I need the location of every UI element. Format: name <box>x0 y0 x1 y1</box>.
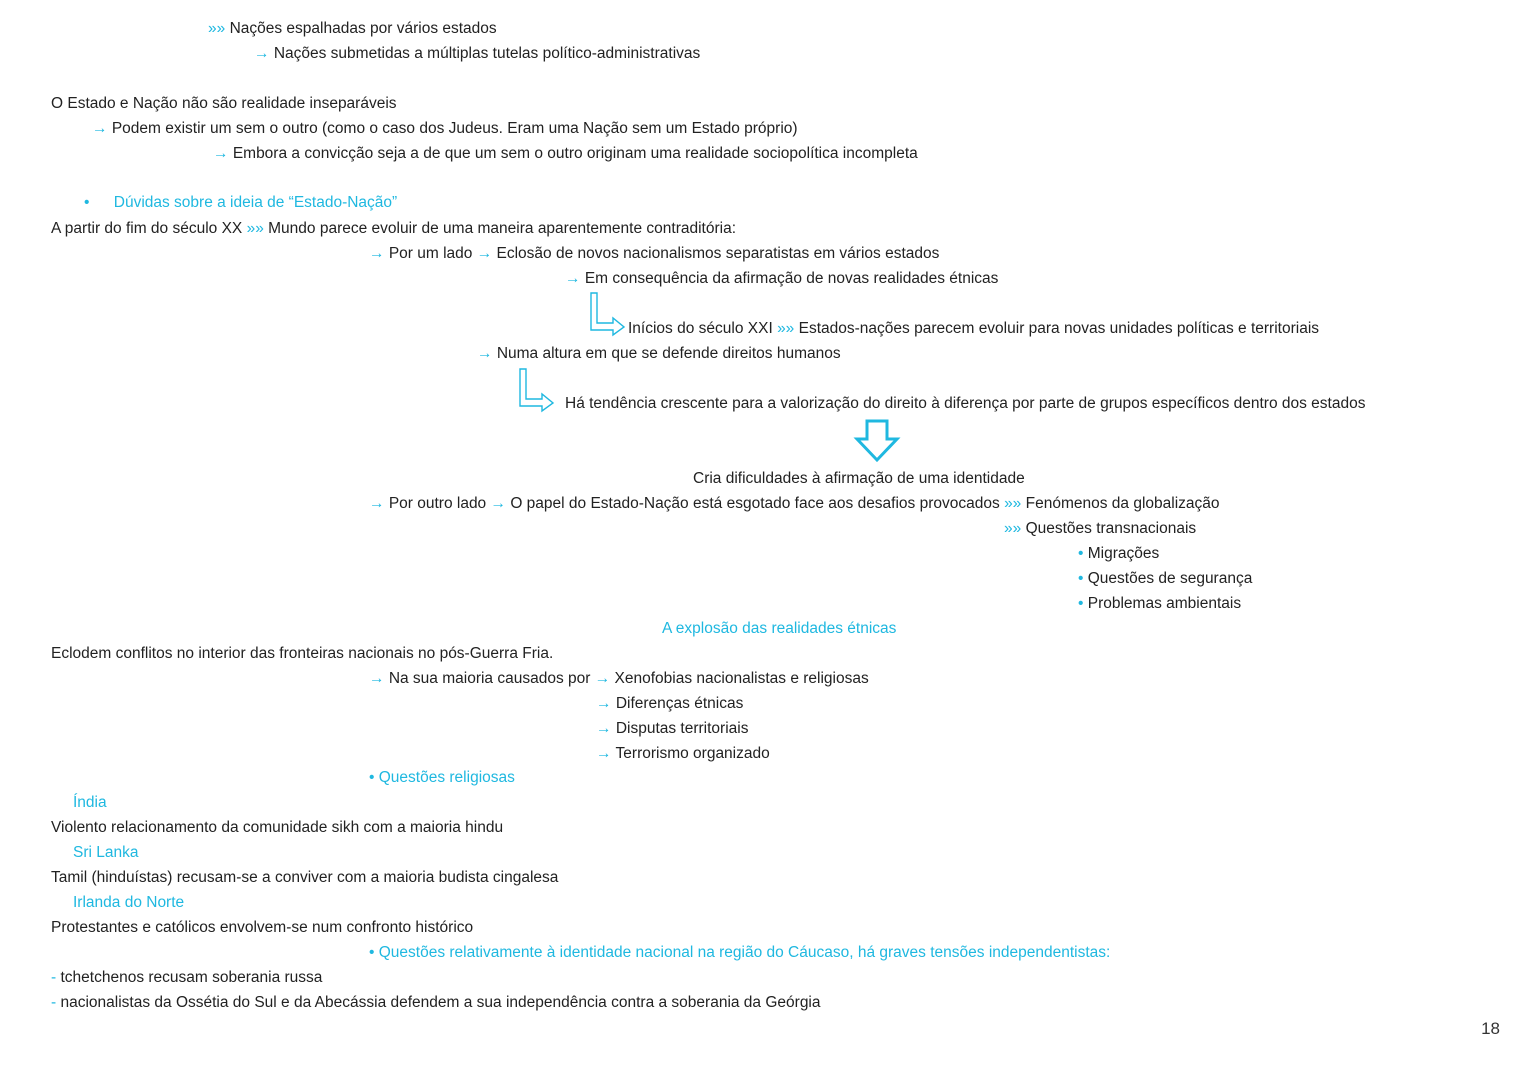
bullet-icon: • <box>369 769 375 786</box>
list-item-migracoes: • Migrações <box>1078 545 1160 562</box>
line-em-consequencia: → Em consequência da afirmação de novas realidades étnicas <box>565 270 999 287</box>
dash-icon: - <box>51 969 57 986</box>
bullet-icon: • <box>1078 570 1084 587</box>
arrow-icon: → <box>490 495 506 512</box>
down-arrow-icon <box>854 419 900 463</box>
bullet-icon: • <box>1078 595 1084 612</box>
line-diferencas: → Diferenças étnicas <box>596 695 744 712</box>
section-heading-religiosas: • Questões religiosas <box>369 769 515 786</box>
arrow-icon: → <box>477 345 493 362</box>
line-por-um-lado: → Por um lado → Eclosão de novos nacionalismos separatistas em vários estados <box>369 245 940 262</box>
line-nacoes-espalhadas: »» Nações espalhadas por vários estados <box>208 20 497 37</box>
arrow-icon: → <box>596 745 612 762</box>
elbow-arrow-icon <box>589 292 629 336</box>
line-podem-existir: → Podem existir um sem o outro (como o caso dos Judeus. Eram uma Nação sem um Estado próprio) <box>92 120 798 137</box>
list-item-seguranca: • Questões de segurança <box>1078 570 1253 587</box>
line-terrorismo: → Terrorismo organizado <box>596 745 770 762</box>
line-embora: → Embora a convicção seja a de que um sem o outro originam uma realidade sociopolítica incompleta <box>213 145 918 162</box>
bullet-icon: • <box>1078 545 1084 562</box>
section-heading-caucaso: • Questões relativamente à identidade nacional na região do Cáucaso, há graves tensões independentistas: <box>369 944 1111 961</box>
double-chevron-icon: »» <box>1004 520 1022 537</box>
arrow-icon: → <box>596 720 612 737</box>
line-por-outro-lado: → Por outro lado → O papel do Estado-Nação está esgotado face aos desafios provocados »» Fenómenos da globalização <box>369 495 1220 512</box>
arrow-icon: → <box>369 495 385 512</box>
bullet-icon: • <box>84 194 90 211</box>
arrow-icon: → <box>369 245 385 262</box>
arrow-icon: → <box>596 695 612 712</box>
line-estado-nacao: O Estado e Nação não são realidade inseparáveis <box>51 95 397 112</box>
arrow-icon: → <box>476 245 493 262</box>
line-tamil: Tamil (hinduístas) recusam-se a conviver com a maioria budista cingalesa <box>51 869 559 886</box>
line-questoes-transnacionais: »» Questões transnacionais <box>1004 520 1197 537</box>
line-numa-altura: → Numa altura em que se defende direitos humanos <box>477 345 841 362</box>
arrow-icon: → <box>369 670 385 687</box>
arrow-icon: → <box>92 120 108 137</box>
arrow-icon: → <box>254 45 270 62</box>
heading-india: Índia <box>73 794 107 811</box>
heading-sri-lanka: Sri Lanka <box>73 844 139 861</box>
double-chevron-icon: »» <box>246 220 264 237</box>
list-item-tchetchenos: - tchetchenos recusam soberania russa <box>51 969 323 986</box>
list-item-ossetia: - nacionalistas da Ossétia do Sul e da Abecássia defendem a sua independência contra a soberania da Geórgia <box>51 994 821 1011</box>
elbow-arrow-icon <box>518 368 558 412</box>
page-number: 18 <box>1481 1019 1500 1038</box>
double-chevron-icon: »» <box>1004 495 1022 512</box>
line-sikh: Violento relacionamento da comunidade sikh com a maioria hindu <box>51 819 504 836</box>
arrow-icon: → <box>594 670 611 687</box>
double-chevron-icon: »» <box>208 20 226 37</box>
line-protestantes: Protestantes e católicos envolvem-se num confronto histórico <box>51 919 474 936</box>
line-inicios-seculo: Inícios do século XXI »» Estados-nações parecem evoluir para novas unidades políticas e territoriais <box>628 320 1320 337</box>
line-a-partir: A partir do fim do século XX »» Mundo parece evoluir de uma maneira aparentemente contraditória: <box>51 220 736 237</box>
double-chevron-icon: »» <box>777 320 795 337</box>
section-heading-duvidas: • Dúvidas sobre a ideia de “Estado-Nação” <box>84 194 398 211</box>
line-na-sua-maioria: → Na sua maioria causados por → Xenofobias nacionalistas e religiosas <box>369 670 869 687</box>
section-title-explosao: A explosão das realidades étnicas <box>662 620 897 637</box>
list-item-ambientais: • Problemas ambientais <box>1078 595 1242 612</box>
bullet-icon: • <box>369 944 375 961</box>
line-cria-dificuldades: Cria dificuldades à afirmação de uma identidade <box>693 470 1025 487</box>
line-ha-tendencia: Há tendência crescente para a valorização do direito à diferença por parte de grupos específicos dentro dos estados <box>565 395 1366 412</box>
arrow-icon: → <box>213 145 229 162</box>
line-eclodem: Eclodem conflitos no interior das fronteiras nacionais no pós-Guerra Fria. <box>51 645 554 662</box>
heading-irlanda: Irlanda do Norte <box>73 894 185 911</box>
dash-icon: - <box>51 994 57 1011</box>
arrow-icon: → <box>565 270 581 287</box>
line-nacoes-submetidas: → Nações submetidas a múltiplas tutelas político-administrativas <box>254 45 701 62</box>
line-disputas: → Disputas territoriais <box>596 720 749 737</box>
